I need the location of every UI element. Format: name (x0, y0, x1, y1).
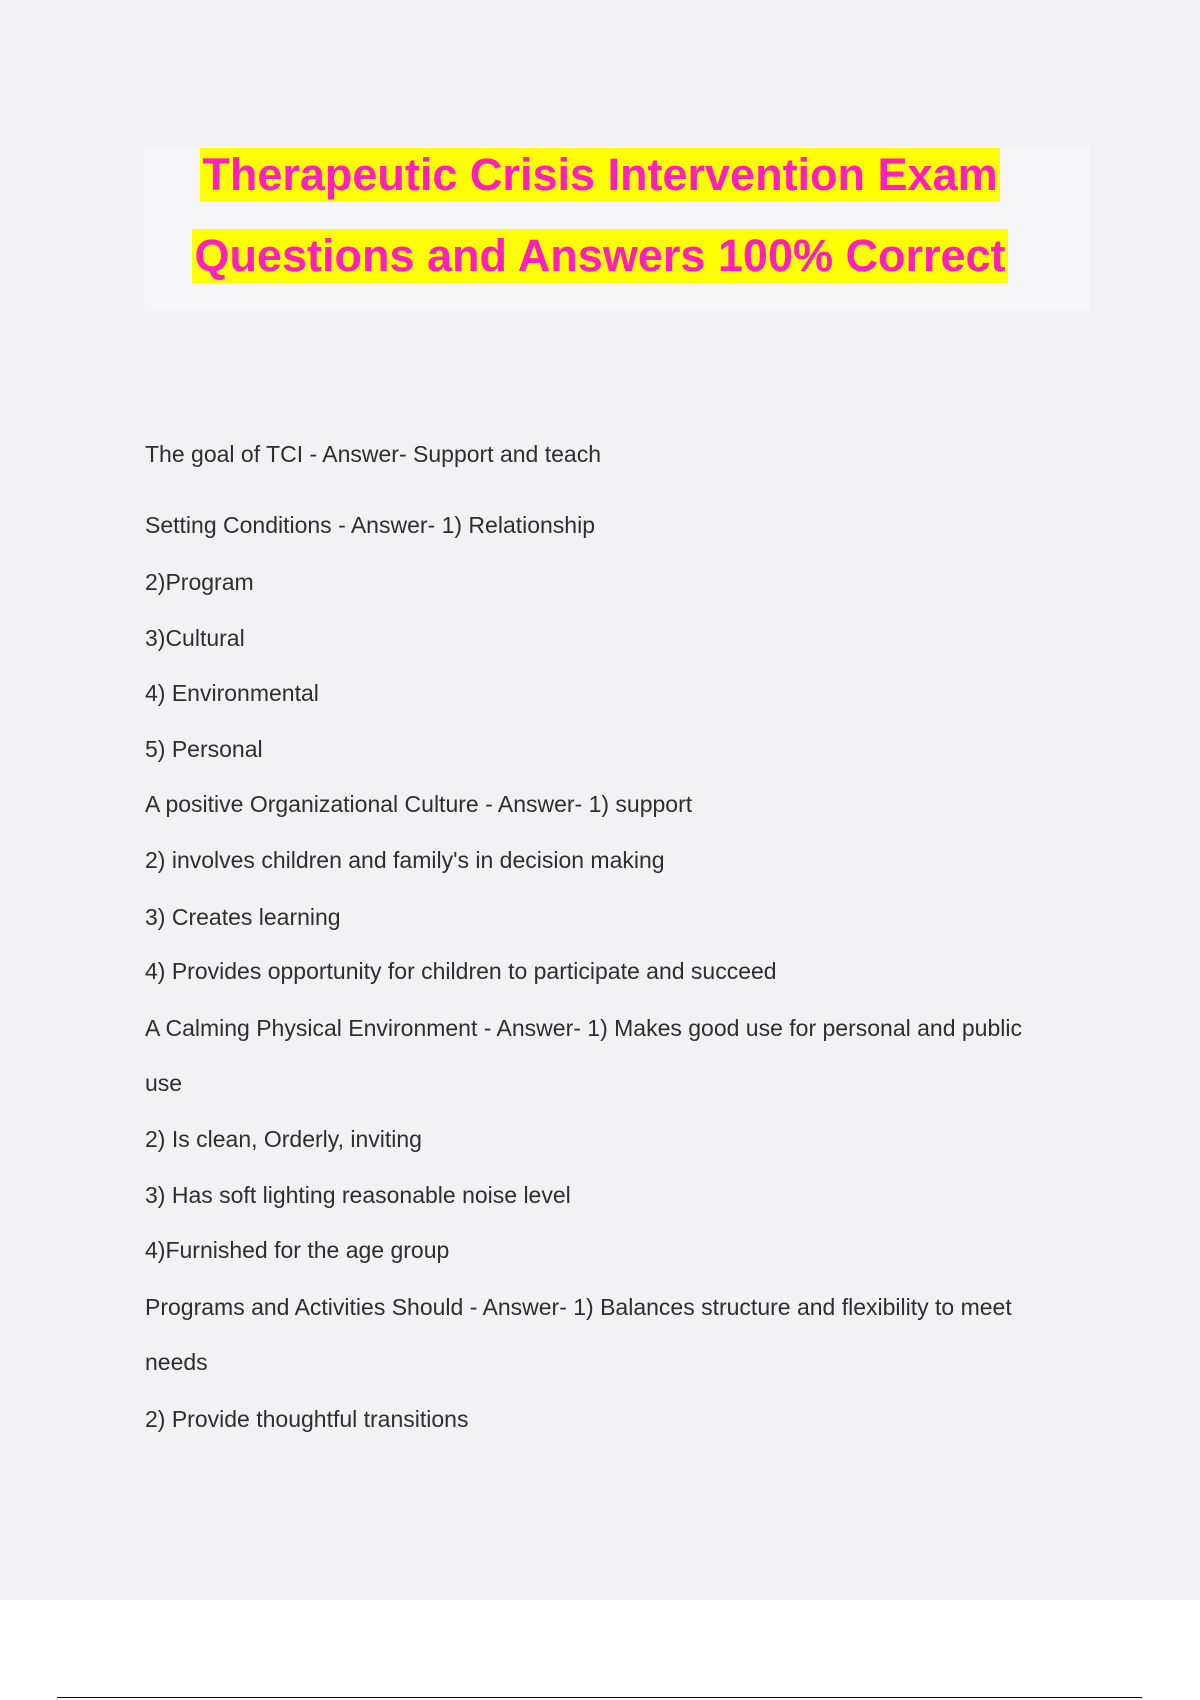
body-line: 2) Provide thoughtful transitions (145, 1406, 469, 1432)
body-line: 2) involves children and family's in decision making (145, 847, 665, 873)
body-line: 5) Personal (145, 736, 263, 762)
body-line: 3)Cultural (145, 625, 245, 651)
body-line: use (145, 1070, 183, 1096)
body-line: 2) Is clean, Orderly, inviting (145, 1126, 422, 1152)
body-line: Setting Conditions - Answer- 1) Relationship (145, 512, 596, 538)
body-line: The goal of TCI - Answer- Support and teach (145, 441, 601, 467)
body-line: needs (145, 1349, 208, 1375)
title-text-2: Questions and Answers 100% Correct (194, 230, 1006, 281)
title-text-1: Therapeutic Crisis Intervention Exam (202, 149, 998, 200)
body-line: 2)Program (145, 569, 254, 595)
body-line: 4)Furnished for the age group (145, 1237, 450, 1263)
page-divider (57, 1697, 1142, 1698)
body-line: 3) Creates learning (145, 904, 341, 930)
body-line: 4) Provides opportunity for children to participate and succeed (145, 958, 777, 984)
title-line-2 (0, 229, 1200, 283)
body-line: Programs and Activities Should - Answer- 1) Balances structure and flexibility to meet (145, 1294, 1012, 1320)
body-line: A positive Organizational Culture - Answer- 1) support (145, 791, 693, 817)
body-line: 3) Has soft lighting reasonable noise level (145, 1182, 571, 1208)
body-line: A Calming Physical Environment - Answer- 1) Makes good use for personal and public (145, 1015, 1022, 1041)
title-line-1 (0, 148, 1200, 202)
body-line: 4) Environmental (145, 680, 319, 706)
